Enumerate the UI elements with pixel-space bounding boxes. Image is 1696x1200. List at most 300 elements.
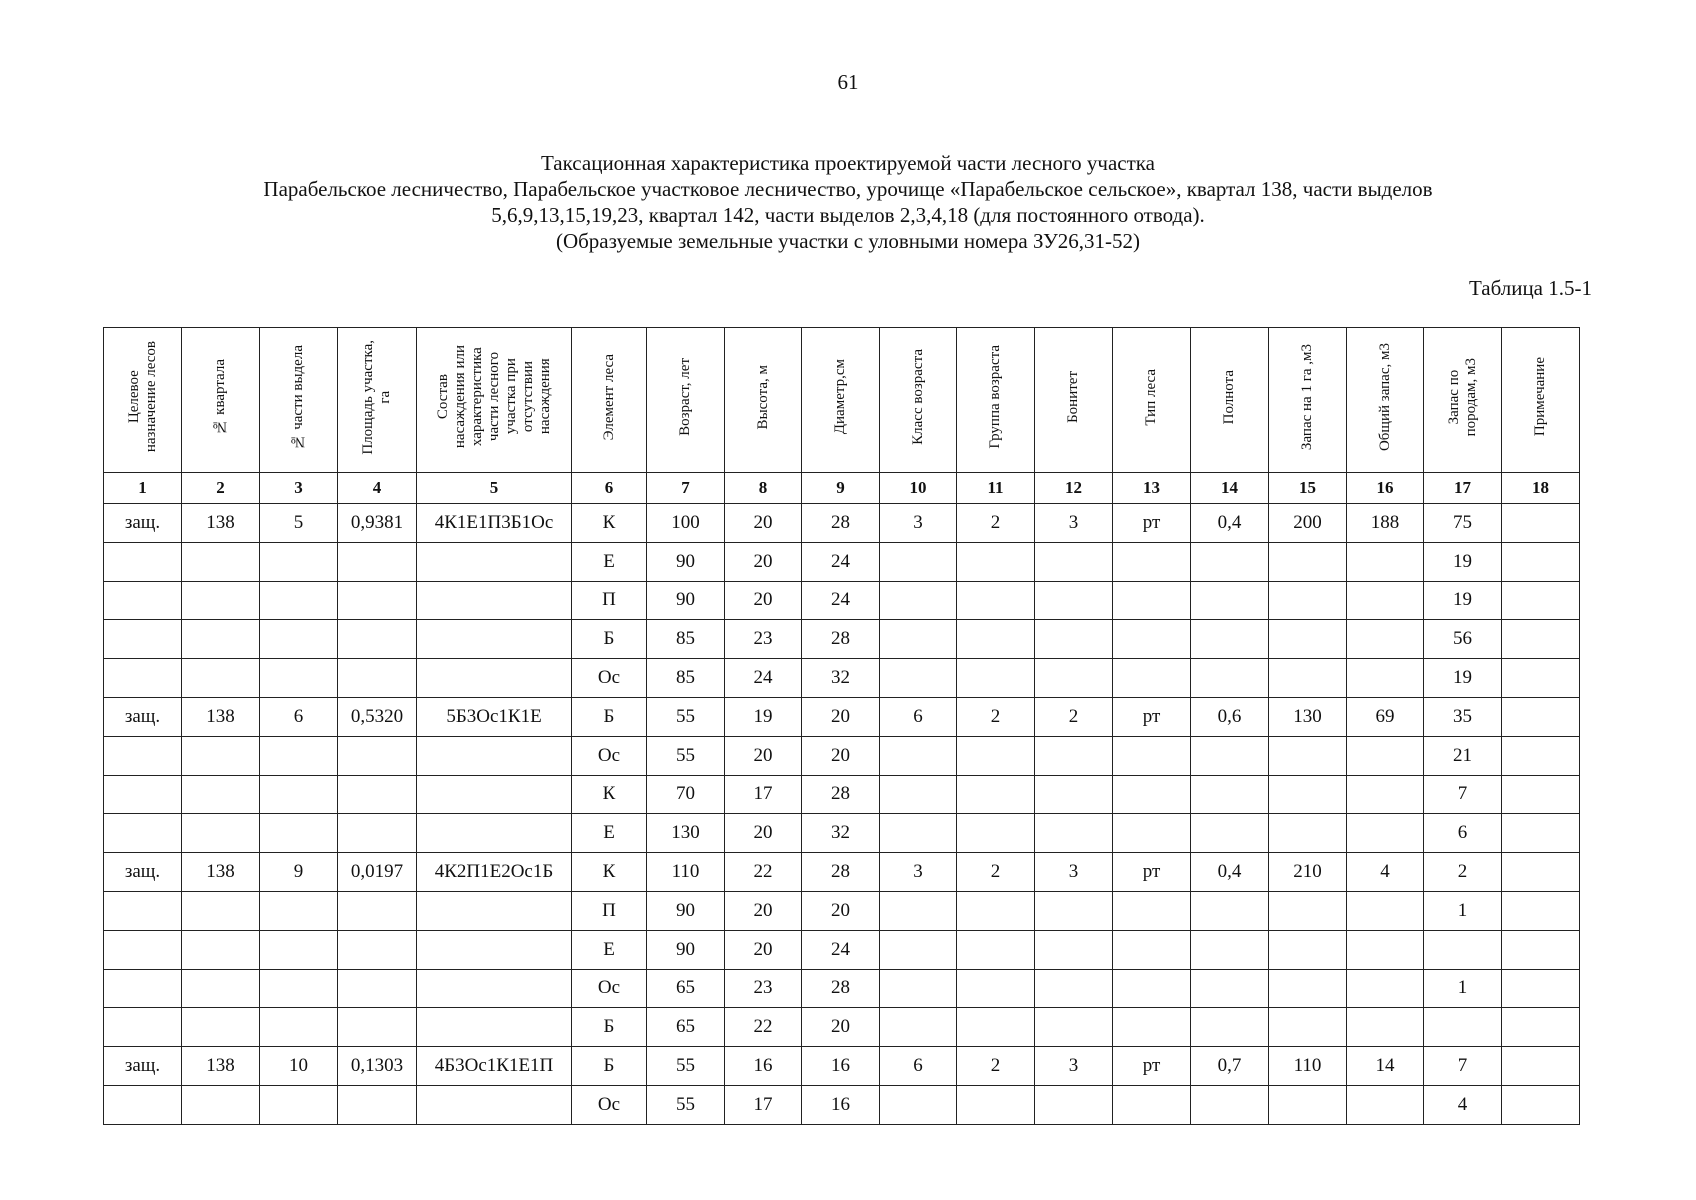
table-cell	[182, 814, 260, 853]
table-cell: 56	[1424, 620, 1502, 659]
table-cell: П	[572, 581, 647, 620]
table-cell	[1347, 581, 1424, 620]
table-cell: 22	[725, 1008, 802, 1047]
table-cell: 17	[725, 1085, 802, 1124]
table-cell: Е	[572, 814, 647, 853]
table-cell: 69	[1347, 697, 1424, 736]
table-cell	[182, 969, 260, 1008]
table-row	[104, 969, 1580, 1008]
table-cell: 32	[802, 814, 880, 853]
table-cell	[338, 620, 417, 659]
table-cell	[1191, 930, 1269, 969]
table-row	[104, 891, 1580, 930]
table-cell	[1113, 969, 1191, 1008]
table-cell	[182, 581, 260, 620]
table-cell	[1347, 891, 1424, 930]
table-cell	[957, 891, 1035, 930]
table-cell	[338, 775, 417, 814]
table-cell	[1035, 930, 1113, 969]
table-row	[104, 697, 1580, 736]
table-cell	[957, 930, 1035, 969]
table-cell: 20	[725, 542, 802, 581]
table-cell	[1113, 620, 1191, 659]
table-cell: 85	[647, 620, 725, 659]
column-header	[417, 328, 572, 473]
table-cell: 20	[725, 814, 802, 853]
table-cell	[1502, 504, 1580, 543]
table-cell	[1191, 969, 1269, 1008]
table-cell	[182, 659, 260, 698]
table-cell	[1502, 581, 1580, 620]
table-cell	[260, 814, 338, 853]
table-cell: Б	[572, 1047, 647, 1086]
table-cell: 28	[802, 504, 880, 543]
table-cell: 6	[260, 697, 338, 736]
table-cell	[1191, 659, 1269, 698]
table-cell	[417, 930, 572, 969]
table-cell: защ.	[104, 697, 182, 736]
table-cell	[260, 736, 338, 775]
column-header-label: Бонитет	[1065, 371, 1081, 423]
column-header-label: Тип леса	[1143, 368, 1159, 426]
table-cell: защ.	[104, 1047, 182, 1086]
table-cell: 20	[725, 891, 802, 930]
table-cell	[1035, 891, 1113, 930]
column-header	[1191, 328, 1269, 473]
table-cell	[104, 542, 182, 581]
table-cell: 32	[802, 659, 880, 698]
table-cell	[182, 736, 260, 775]
table-cell: 24	[802, 930, 880, 969]
table-cell: 0,7	[1191, 1047, 1269, 1086]
table-row	[104, 775, 1580, 814]
column-header-label: Общий запас, м3	[1376, 342, 1393, 452]
table-cell	[880, 891, 957, 930]
table-cell: 3	[1035, 853, 1113, 892]
column-header	[802, 328, 880, 473]
table-cell	[1191, 620, 1269, 659]
table-cell	[338, 736, 417, 775]
table-cell	[1113, 581, 1191, 620]
table-cell: 28	[802, 853, 880, 892]
table-cell	[1502, 1047, 1580, 1086]
table-cell: 6	[880, 697, 957, 736]
table-row	[104, 1008, 1580, 1047]
table-cell	[417, 659, 572, 698]
column-header	[957, 328, 1035, 473]
table-cell	[1502, 814, 1580, 853]
table-cell: рт	[1113, 853, 1191, 892]
table-cell: рт	[1113, 1047, 1191, 1086]
table-cell: 24	[802, 542, 880, 581]
table-cell: 55	[647, 1085, 725, 1124]
table-row	[104, 542, 1580, 581]
table-cell: 200	[1269, 504, 1347, 543]
table-cell: 4К2П1Е2Ос1Б	[417, 853, 572, 892]
table-cell	[1191, 581, 1269, 620]
column-header	[260, 328, 338, 473]
table-cell	[1269, 581, 1347, 620]
table-cell	[880, 930, 957, 969]
table-cell: 4К1Е1П3Б1Ос	[417, 504, 572, 543]
table-cell: 130	[647, 814, 725, 853]
column-header	[880, 328, 957, 473]
table-cell	[417, 891, 572, 930]
column-header-label: Полнота	[1221, 369, 1237, 425]
table-cell: 28	[802, 775, 880, 814]
table-cell: 20	[725, 581, 802, 620]
column-number: 16	[1347, 473, 1424, 504]
table-cell	[1502, 620, 1580, 659]
column-header	[338, 328, 417, 473]
table-cell	[1502, 891, 1580, 930]
table-cell	[182, 1008, 260, 1047]
column-number: 4	[338, 473, 417, 504]
table-cell	[338, 1085, 417, 1124]
column-header-label: Состав насаждения или характеристика части лесного участка при отсутствии насаждения	[434, 345, 553, 449]
table-cell	[1347, 620, 1424, 659]
table-cell	[1502, 1085, 1580, 1124]
table-cell	[417, 775, 572, 814]
table-cell: 19	[1424, 659, 1502, 698]
table-cell: 20	[802, 697, 880, 736]
table-cell	[338, 814, 417, 853]
table-row	[104, 736, 1580, 775]
column-header-label: Диаметр,см	[832, 359, 848, 435]
table-cell: 16	[802, 1047, 880, 1086]
column-header	[1035, 328, 1113, 473]
table-cell: Ос	[572, 969, 647, 1008]
table-cell	[338, 542, 417, 581]
table-cell	[1269, 891, 1347, 930]
table-cell	[417, 1085, 572, 1124]
table-cell	[880, 969, 957, 1008]
table-cell	[957, 1085, 1035, 1124]
table-cell	[1035, 1085, 1113, 1124]
table-cell	[1113, 775, 1191, 814]
table-cell	[417, 736, 572, 775]
table-cell: 65	[647, 1008, 725, 1047]
table-cell: 2	[957, 1047, 1035, 1086]
table-cell	[1035, 736, 1113, 775]
table-cell	[338, 930, 417, 969]
table-cell	[417, 581, 572, 620]
table-cell	[338, 581, 417, 620]
table-cell	[1269, 1008, 1347, 1047]
table-cell	[1191, 542, 1269, 581]
table-cell	[104, 581, 182, 620]
column-header	[1424, 328, 1502, 473]
table-cell	[1347, 930, 1424, 969]
table-cell: Б	[572, 620, 647, 659]
table-cell: 24	[725, 659, 802, 698]
table-cell: Ос	[572, 1085, 647, 1124]
table-cell	[182, 542, 260, 581]
table-cell	[104, 969, 182, 1008]
table-cell: 3	[880, 504, 957, 543]
table-row	[104, 1085, 1580, 1124]
table-cell	[260, 1008, 338, 1047]
table-cell: 0,1303	[338, 1047, 417, 1086]
table-row	[104, 814, 1580, 853]
table-cell	[1347, 542, 1424, 581]
table-cell	[1502, 659, 1580, 698]
column-header-label: № квартала	[212, 359, 228, 435]
table-cell	[260, 620, 338, 659]
table-cell: К	[572, 775, 647, 814]
table-cell	[957, 736, 1035, 775]
table-cell: Б	[572, 1008, 647, 1047]
table-cell	[104, 775, 182, 814]
table-cell: 7	[1424, 775, 1502, 814]
column-number: 9	[802, 473, 880, 504]
table-cell	[957, 542, 1035, 581]
table-cell: Ос	[572, 736, 647, 775]
table-cell	[1035, 542, 1113, 581]
table-cell: К	[572, 504, 647, 543]
table-cell: 14	[1347, 1047, 1424, 1086]
table-cell	[338, 969, 417, 1008]
table-cell: 85	[647, 659, 725, 698]
table-cell: рт	[1113, 504, 1191, 543]
table-cell	[1113, 1008, 1191, 1047]
column-header-label: Площадь участка, га	[360, 339, 393, 455]
column-number: 6	[572, 473, 647, 504]
table-cell	[1191, 1008, 1269, 1047]
table-cell: 0,4	[1191, 853, 1269, 892]
table-cell: 1	[1424, 969, 1502, 1008]
table-cell: 55	[647, 736, 725, 775]
column-header	[1502, 328, 1580, 473]
table-title	[120, 150, 1576, 254]
table-row	[104, 581, 1580, 620]
table-cell	[1269, 814, 1347, 853]
table-cell	[1347, 814, 1424, 853]
table-cell	[1035, 814, 1113, 853]
table-cell	[104, 659, 182, 698]
table-cell: 210	[1269, 853, 1347, 892]
table-cell	[1502, 775, 1580, 814]
table-cell	[957, 814, 1035, 853]
table-cell	[1424, 1008, 1502, 1047]
table-cell	[1191, 1085, 1269, 1124]
table-cell	[338, 891, 417, 930]
table-cell	[880, 620, 957, 659]
table-cell: 19	[725, 697, 802, 736]
table-cell	[1113, 736, 1191, 775]
table-cell	[880, 581, 957, 620]
table-cell: 70	[647, 775, 725, 814]
table-cell	[1502, 1008, 1580, 1047]
table-cell	[1269, 969, 1347, 1008]
table-cell	[880, 542, 957, 581]
table-cell	[1347, 1085, 1424, 1124]
table-cell: 16	[725, 1047, 802, 1086]
column-number: 5	[417, 473, 572, 504]
column-number: 7	[647, 473, 725, 504]
table-cell: 3	[880, 853, 957, 892]
table-cell: 23	[725, 969, 802, 1008]
table-cell	[957, 1008, 1035, 1047]
column-number: 1	[104, 473, 182, 504]
table-cell	[957, 775, 1035, 814]
table-cell: 0,4	[1191, 504, 1269, 543]
column-number: 10	[880, 473, 957, 504]
table-cell	[1347, 969, 1424, 1008]
column-header	[572, 328, 647, 473]
column-header	[725, 328, 802, 473]
taxation-table	[103, 327, 1580, 1125]
table-row	[104, 659, 1580, 698]
table-cell	[957, 659, 1035, 698]
table-cell	[1035, 659, 1113, 698]
column-number: 2	[182, 473, 260, 504]
table-cell: защ.	[104, 504, 182, 543]
table-cell	[104, 620, 182, 659]
table-cell	[1113, 1085, 1191, 1124]
table-cell: 100	[647, 504, 725, 543]
table-cell: 21	[1424, 736, 1502, 775]
column-header-label: Возраст, лет	[677, 358, 693, 436]
column-header-label: Запас по породам, м3	[1445, 357, 1479, 437]
table-cell	[1347, 659, 1424, 698]
table-cell: 7	[1424, 1047, 1502, 1086]
column-header-label: Группа возраста	[987, 345, 1003, 449]
table-cell	[182, 891, 260, 930]
table-cell: Ос	[572, 659, 647, 698]
table-cell	[104, 891, 182, 930]
table-cell	[182, 1085, 260, 1124]
table-cell: 4	[1424, 1085, 1502, 1124]
table-cell: 0,9381	[338, 504, 417, 543]
table-cell: 5	[260, 504, 338, 543]
table-cell: 19	[1424, 581, 1502, 620]
column-number: 17	[1424, 473, 1502, 504]
table-cell: 4Б3Ос1К1Е1П	[417, 1047, 572, 1086]
table-cell	[880, 1008, 957, 1047]
table-cell: 20	[725, 504, 802, 543]
table-cell: рт	[1113, 697, 1191, 736]
table-cell	[1035, 1008, 1113, 1047]
column-header	[1269, 328, 1347, 473]
table-cell: 55	[647, 1047, 725, 1086]
table-cell	[182, 620, 260, 659]
table-cell: 138	[182, 697, 260, 736]
table-cell: Е	[572, 930, 647, 969]
column-header	[647, 328, 725, 473]
table-cell	[1269, 659, 1347, 698]
table-cell	[880, 814, 957, 853]
column-header	[104, 328, 182, 473]
table-cell	[1113, 891, 1191, 930]
table-cell	[417, 620, 572, 659]
table-cell: 16	[802, 1085, 880, 1124]
column-header-label: Примечание	[1532, 357, 1548, 437]
table-cell	[104, 1085, 182, 1124]
table-cell	[1347, 775, 1424, 814]
table-cell: 138	[182, 504, 260, 543]
table-cell	[1502, 697, 1580, 736]
table-cell	[104, 736, 182, 775]
table-label: Таблица 1.5-1	[1468, 276, 1592, 300]
table-cell: 6	[1424, 814, 1502, 853]
table-cell	[1035, 969, 1113, 1008]
table-cell: К	[572, 853, 647, 892]
column-number: 11	[957, 473, 1035, 504]
table-cell: 20	[802, 891, 880, 930]
title-line: (Образуемые земельные участки с уловными номера ЗУ26,31-52)	[555, 229, 1141, 253]
table-cell	[260, 659, 338, 698]
table-cell	[957, 620, 1035, 659]
title-line: 5,6,9,13,15,19,23, квартал 142, части выделов 2,3,4,18 (для постоянного отвода).	[491, 203, 1205, 227]
table-cell	[1269, 542, 1347, 581]
column-number: 13	[1113, 473, 1191, 504]
table-cell	[1502, 542, 1580, 581]
table-cell: 22	[725, 853, 802, 892]
table-cell: 2	[957, 853, 1035, 892]
table-cell: 5Б3Ос1К1Е	[417, 697, 572, 736]
table-cell: 3	[1035, 1047, 1113, 1086]
column-header-label: Класс возраста	[909, 349, 926, 445]
table-cell	[1502, 853, 1580, 892]
table-cell	[1347, 736, 1424, 775]
table-cell: 188	[1347, 504, 1424, 543]
column-number: 8	[725, 473, 802, 504]
table-cell	[260, 969, 338, 1008]
table-cell	[880, 659, 957, 698]
table-cell: 130	[1269, 697, 1347, 736]
table-cell: 35	[1424, 697, 1502, 736]
column-number: 18	[1502, 473, 1580, 504]
table-cell: 4	[1347, 853, 1424, 892]
table-cell: 65	[647, 969, 725, 1008]
table-cell	[260, 542, 338, 581]
table-cell	[104, 814, 182, 853]
column-header	[1113, 328, 1191, 473]
column-number: 12	[1035, 473, 1113, 504]
table-cell	[1269, 620, 1347, 659]
table-cell: 138	[182, 853, 260, 892]
table-cell	[1113, 542, 1191, 581]
table-cell	[880, 1085, 957, 1124]
table-cell	[182, 930, 260, 969]
table-cell: 90	[647, 542, 725, 581]
table-cell	[260, 775, 338, 814]
table-cell	[1269, 736, 1347, 775]
column-header-label: Целевое назначение лесов	[125, 341, 159, 453]
column-header-label: Высота, м	[754, 364, 771, 430]
column-number: 15	[1269, 473, 1347, 504]
table-cell	[1113, 814, 1191, 853]
table-cell: 75	[1424, 504, 1502, 543]
table-cell	[957, 969, 1035, 1008]
table-cell: 20	[725, 930, 802, 969]
table-cell	[1269, 775, 1347, 814]
table-cell: 110	[1269, 1047, 1347, 1086]
column-number-row	[104, 473, 1580, 504]
table-cell: 20	[802, 736, 880, 775]
table-cell	[417, 969, 572, 1008]
table-cell: Б	[572, 697, 647, 736]
table-cell	[1035, 620, 1113, 659]
page-number: 61	[837, 70, 859, 94]
column-number: 14	[1191, 473, 1269, 504]
table-cell: 20	[725, 736, 802, 775]
table-body	[104, 504, 1580, 1125]
table-cell	[1502, 969, 1580, 1008]
table-cell	[260, 930, 338, 969]
table-cell	[1502, 736, 1580, 775]
